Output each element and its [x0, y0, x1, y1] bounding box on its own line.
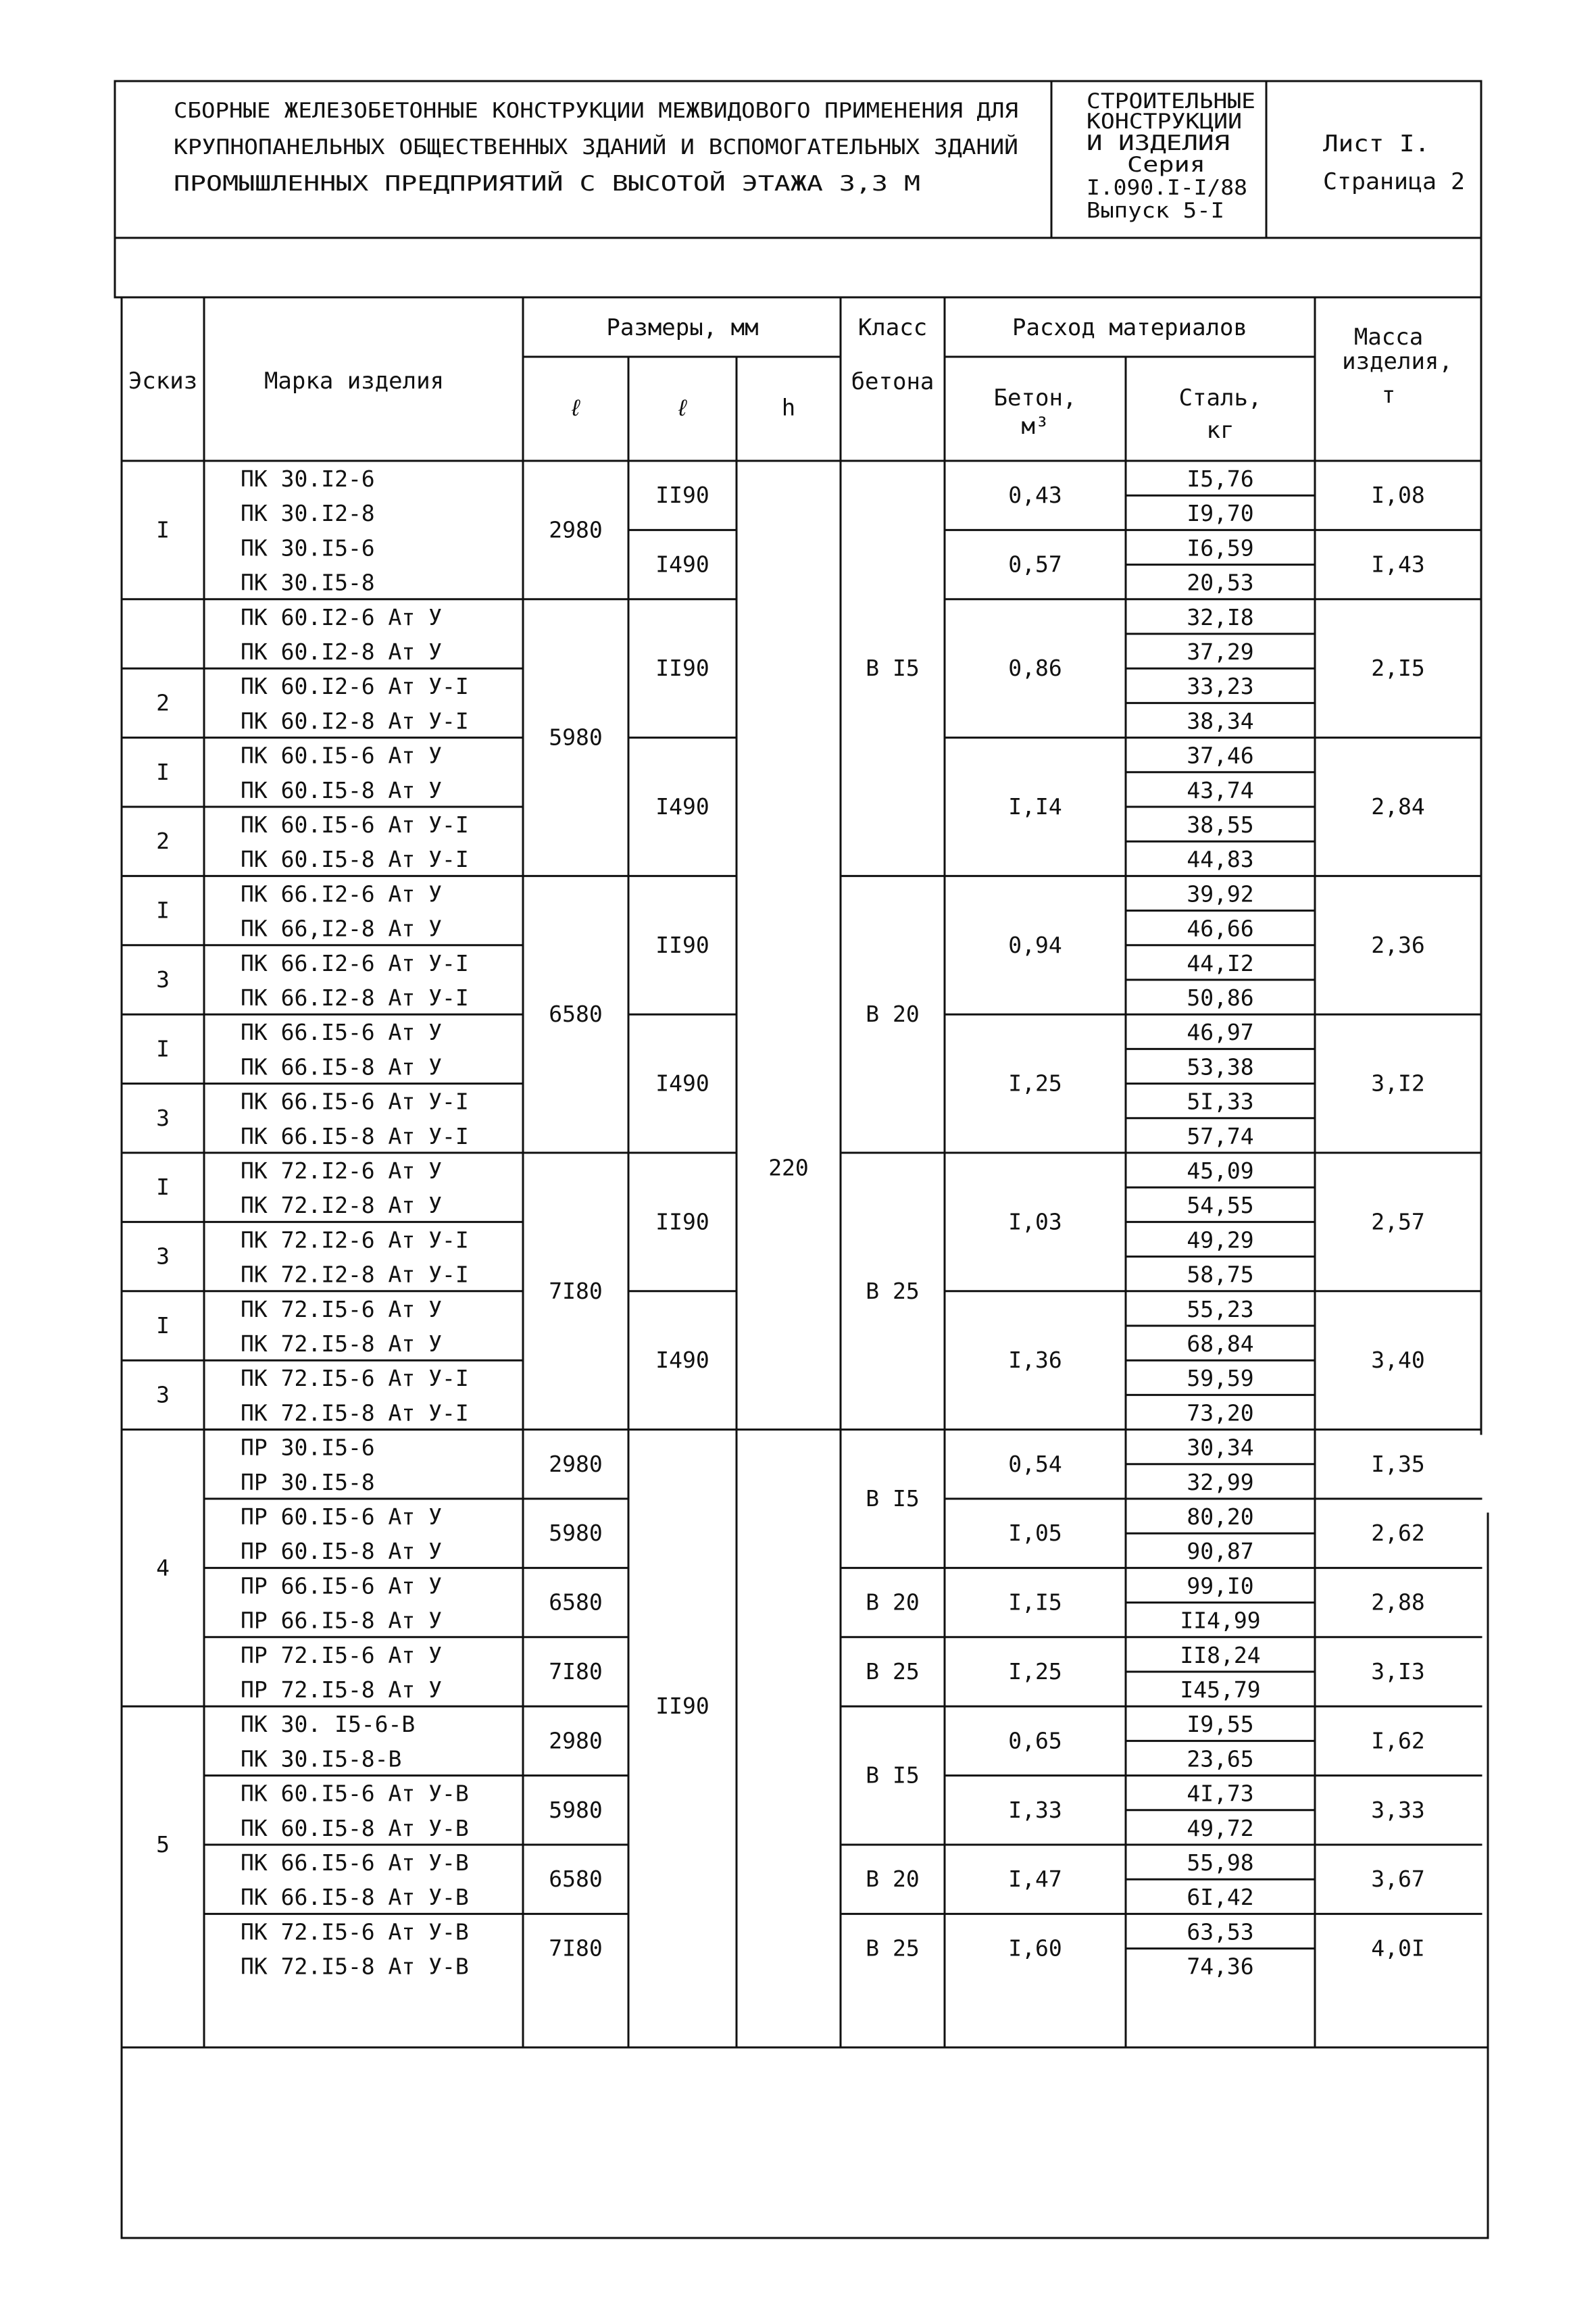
doc-title-line-1: СБОРНЫЕ ЖЕЛЕЗОБЕТОННЫЕ КОНСТРУКЦИИ МЕЖВИДОВОГО ПРИМЕНЕНИЯ ДЛЯ — [174, 99, 1018, 123]
steel-value: 38,34 — [1187, 707, 1254, 735]
product-mark: ПК 66,I2-8 Ат У — [241, 915, 443, 942]
concrete-volume: 0,43 — [1008, 482, 1062, 509]
product-mass: 3,40 — [1371, 1347, 1425, 1374]
product-mark: ПК 66.I2-8 Ат У-I — [241, 985, 469, 1011]
sketch-number: 3 — [156, 1104, 170, 1131]
steel-value: 46,66 — [1187, 915, 1254, 942]
product-mass: 2,36 — [1371, 931, 1425, 958]
length-value: 2980 — [549, 1727, 603, 1754]
length-value: 5980 — [549, 724, 603, 751]
product-mass: I,08 — [1371, 482, 1425, 509]
sketch-number: I — [156, 1174, 170, 1201]
product-mark: ПК 60.I5-6 Ат У — [241, 742, 443, 769]
product-mark: ПК 66.I5-8 Ат У-I — [241, 1122, 469, 1149]
concrete-volume: I,47 — [1008, 1866, 1062, 1893]
steel-value: 74,36 — [1187, 1953, 1254, 1980]
length-value: 5980 — [549, 1796, 603, 1823]
steel-value: 37,29 — [1187, 639, 1254, 665]
steel-value: I9,70 — [1187, 500, 1254, 527]
steel-value: 58,75 — [1187, 1261, 1254, 1288]
concrete-volume: I,05 — [1008, 1520, 1062, 1547]
steel-value: 50,86 — [1187, 985, 1254, 1011]
steel-value: 43,74 — [1187, 776, 1254, 803]
concrete-volume: I,I4 — [1008, 793, 1062, 820]
steel-value: 37,46 — [1187, 742, 1254, 769]
concrete-volume: I,60 — [1008, 1935, 1062, 1962]
steel-value: 39,92 — [1187, 880, 1254, 907]
height-value: 220 — [768, 1154, 809, 1181]
header-concrete-2: м³ — [1021, 413, 1049, 440]
header-class-2: бетона — [851, 368, 934, 395]
steel-value: 44,I2 — [1187, 949, 1254, 976]
product-mark: ПК 66.I2-6 Ат У — [241, 880, 443, 907]
concrete-class: B I5 — [866, 655, 920, 682]
length-value: 6580 — [549, 1001, 603, 1028]
sketch-number: 4 — [156, 1554, 170, 1581]
product-mark: ПК 60.I2-8 Ат У — [241, 639, 443, 665]
product-mass: 3,33 — [1371, 1796, 1425, 1823]
length-value: 5980 — [549, 1520, 603, 1547]
sketch-number: I — [156, 1035, 170, 1062]
header-materials: Расход материалов — [1012, 314, 1247, 341]
header-dimensions: Размеры, мм — [606, 314, 759, 341]
steel-value: 80,20 — [1187, 1503, 1254, 1530]
title-block — [115, 81, 1481, 238]
product-mark: ПК 72.I2-6 Ат У-I — [241, 1226, 469, 1253]
steel-value: 23,65 — [1187, 1745, 1254, 1772]
product-mark: ПК 72.I5-8 Ат У-В — [241, 1953, 469, 1980]
product-mass: 2,62 — [1371, 1520, 1425, 1547]
product-mark: ПК 66.I5-6 Ат У — [241, 1019, 443, 1046]
concrete-class: B I5 — [866, 1485, 920, 1512]
concrete-class: B 25 — [866, 1658, 920, 1685]
concrete-volume: I,03 — [1008, 1208, 1062, 1235]
sketch-number: 3 — [156, 1381, 170, 1408]
product-mark: ПК 66.I5-6 Ат У-I — [241, 1088, 469, 1115]
width-value: II90 — [655, 1693, 709, 1720]
product-mark: ПР 72.I5-8 Ат У — [241, 1676, 443, 1703]
steel-value: 63,53 — [1187, 1918, 1254, 1945]
width-value: II90 — [655, 931, 709, 958]
steel-value: 55,98 — [1187, 1849, 1254, 1876]
concrete-class: B 20 — [866, 1001, 920, 1028]
width-value: I490 — [655, 1347, 709, 1374]
product-mark: ПК 60.I2-6 Ат У-I — [241, 673, 469, 700]
product-mass: 3,67 — [1371, 1866, 1425, 1893]
concrete-volume: I,25 — [1008, 1658, 1062, 1685]
steel-value: I45,79 — [1180, 1676, 1261, 1703]
steel-value: 33,23 — [1187, 673, 1254, 700]
series-line-2: КОНСТРУКЦИИ — [1087, 109, 1242, 134]
concrete-class: B 25 — [866, 1277, 920, 1304]
steel-value: 30,34 — [1187, 1434, 1254, 1461]
header-mass-3: т — [1381, 382, 1396, 409]
steel-value: 49,29 — [1187, 1226, 1254, 1253]
header-dim-height: h — [781, 395, 796, 422]
product-mark: ПК 60.I5-8 Ат У-I — [241, 846, 469, 873]
product-mass: I,62 — [1371, 1727, 1425, 1754]
width-value: I490 — [655, 1070, 709, 1097]
header-sketch: Эскиз — [128, 368, 198, 395]
steel-value: 45,09 — [1187, 1158, 1254, 1184]
product-mark: ПК 72.I5-6 Ат У-I — [241, 1365, 469, 1392]
product-mark: ПК 30.I5-6 — [241, 534, 375, 562]
sketch-number: I — [156, 1312, 170, 1339]
product-mark: ПК 60.I5-6 Ат У-I — [241, 812, 469, 838]
product-mark: ПР 66.I5-6 Ат У — [241, 1572, 443, 1599]
steel-value: 57,74 — [1187, 1122, 1254, 1149]
product-mass: 2,84 — [1371, 793, 1425, 820]
steel-value: 6I,42 — [1187, 1884, 1254, 1911]
steel-value: 68,84 — [1187, 1330, 1254, 1357]
product-mass: I,35 — [1371, 1450, 1425, 1477]
header-mass-2: изделия, — [1342, 348, 1453, 375]
width-value: II90 — [655, 1208, 709, 1235]
series-line-3: И ИЗДЕЛИЯ — [1087, 131, 1230, 155]
steel-value: 46,97 — [1187, 1019, 1254, 1046]
steel-value: I5,76 — [1187, 466, 1254, 492]
length-value: 2980 — [549, 1450, 603, 1477]
sketch-number: I — [156, 897, 170, 924]
steel-value: 4I,73 — [1187, 1780, 1254, 1807]
steel-value: 20,53 — [1187, 569, 1254, 596]
concrete-volume: I,33 — [1008, 1796, 1062, 1823]
steel-value: 32,99 — [1187, 1468, 1254, 1495]
length-value: 2980 — [549, 516, 603, 543]
sketch-number: 2 — [156, 689, 170, 716]
sketch-number: I — [156, 516, 170, 543]
product-mass: 3,I2 — [1371, 1070, 1425, 1097]
concrete-volume: 0,57 — [1008, 551, 1062, 578]
concrete-volume: 0,94 — [1008, 931, 1062, 958]
steel-value: 54,55 — [1187, 1192, 1254, 1219]
header-class-1: Класс — [857, 314, 928, 341]
product-mark: ПК 60.I2-8 Ат У-I — [241, 707, 469, 735]
product-mark: ПК 60.I2-6 Ат У — [241, 603, 443, 630]
steel-value: 73,20 — [1187, 1399, 1254, 1426]
series-line-1: СТРОИТЕЛЬНЫЕ — [1087, 89, 1255, 114]
length-value: 6580 — [549, 1589, 603, 1616]
steel-value: 38,55 — [1187, 812, 1254, 838]
steel-value: 55,23 — [1187, 1295, 1254, 1322]
product-mass: 3,I3 — [1371, 1658, 1425, 1685]
steel-value: 49,72 — [1187, 1814, 1254, 1841]
steel-value: II8,24 — [1180, 1641, 1261, 1668]
product-mark: ПК 72.I5-6 Ат У-В — [241, 1918, 469, 1945]
sketch-number: 5 — [156, 1831, 170, 1858]
width-value: II90 — [655, 655, 709, 682]
length-value: 7I80 — [549, 1658, 603, 1685]
steel-value: II4,99 — [1180, 1607, 1261, 1634]
concrete-volume: I,I5 — [1008, 1589, 1062, 1616]
length-value: 6580 — [549, 1866, 603, 1893]
header-mass-1: Масса — [1353, 324, 1424, 351]
width-value: I490 — [655, 793, 709, 820]
product-mark: ПР 30.I5-8 — [241, 1468, 375, 1495]
product-mark: ПК 30.I5-8 — [241, 569, 375, 596]
concrete-volume: 0,65 — [1008, 1727, 1062, 1754]
product-mark: ПК 66.I5-8 Ат У — [241, 1053, 443, 1080]
length-value: 7I80 — [549, 1935, 603, 1962]
product-mark: ПК 72.I5-8 Ат У — [241, 1330, 443, 1357]
header-dim-length: ℓ — [568, 395, 583, 422]
header-dim-width: ℓ — [675, 395, 690, 422]
product-mark: ПК 72.I2-8 Ат У-I — [241, 1261, 469, 1288]
steel-value: 44,83 — [1187, 846, 1254, 873]
steel-value: 90,87 — [1187, 1538, 1254, 1565]
product-mark: ПР 66.I5-8 Ат У — [241, 1607, 443, 1634]
series-number: I.090.I-I/88 — [1087, 176, 1247, 200]
sketch-number: 3 — [156, 1243, 170, 1270]
product-mass: 2,88 — [1371, 1589, 1425, 1616]
product-mark: ПК 66.I2-6 Ат У-I — [241, 949, 469, 976]
product-mark: ПК 72.I5-8 Ат У-I — [241, 1399, 469, 1426]
product-mark: ПР 30.I5-6 — [241, 1434, 375, 1461]
concrete-class: B 20 — [866, 1866, 920, 1893]
issue-number: Выпуск 5-I — [1087, 199, 1224, 223]
width-value: II90 — [655, 482, 709, 509]
doc-title-line-2: КРУПНОПАНЕЛЬНЫХ ОБЩЕСТВЕННЫХ ЗДАНИЙ И ВСПОМОГАТЕЛЬНЫХ ЗДАНИЙ — [174, 135, 1018, 159]
product-mark: ПК 60.I5-8 Ат У — [241, 776, 443, 803]
product-mark: ПК 66.I5-8 Ат У-В — [241, 1884, 469, 1911]
sketch-number: 2 — [156, 828, 170, 855]
header-concrete-1: Бетон, — [993, 384, 1077, 412]
product-mark: ПК 30. I5-6-В — [241, 1711, 416, 1738]
steel-value: I6,59 — [1187, 534, 1254, 562]
product-mass: 2,57 — [1371, 1208, 1425, 1235]
sketch-number: I — [156, 758, 170, 785]
width-value: I490 — [655, 551, 709, 578]
length-value: 7I80 — [549, 1277, 603, 1304]
sketch-number: 3 — [156, 966, 170, 993]
product-mark: ПК 30.I2-6 — [241, 466, 375, 492]
product-mark: ПР 60.I5-8 Ат У — [241, 1538, 443, 1565]
product-mass: I,43 — [1371, 551, 1425, 578]
concrete-class: B I5 — [866, 1762, 920, 1789]
concrete-volume: 0,86 — [1008, 655, 1062, 682]
header-mark: Марка изделия — [264, 368, 445, 395]
product-mark: ПК 60.I5-8 Ат У-В — [241, 1814, 469, 1841]
concrete-volume: I,36 — [1008, 1347, 1062, 1374]
header-steel-2: кг — [1206, 417, 1235, 444]
product-mark: ПК 30.I2-8 — [241, 500, 375, 527]
product-mark: ПК 72.I5-6 Ат У — [241, 1295, 443, 1322]
concrete-volume: 0,54 — [1008, 1450, 1062, 1477]
steel-value: 5I,33 — [1187, 1088, 1254, 1115]
product-mark: ПК 30.I5-8-В — [241, 1745, 402, 1772]
page-label: Страница 2 — [1323, 168, 1465, 195]
concrete-volume: I,25 — [1008, 1070, 1062, 1097]
concrete-class: B 25 — [866, 1935, 920, 1962]
product-mark: ПР 60.I5-6 Ат У — [241, 1503, 443, 1530]
steel-value: 99,I0 — [1187, 1572, 1254, 1599]
steel-value: 53,38 — [1187, 1053, 1254, 1080]
product-mark: ПР 72.I5-6 Ат У — [241, 1641, 443, 1668]
steel-value: 59,59 — [1187, 1365, 1254, 1392]
doc-title-line-3: ПРОМЫШЛЕННЫХ ПРЕДПРИЯТИЙ С ВЫСОТОЙ ЭТАЖА 3,3 М — [174, 172, 920, 196]
concrete-class: B 20 — [866, 1589, 920, 1616]
product-mark: ПК 72.I2-6 Ат У — [241, 1158, 443, 1184]
product-mark: ПК 72.I2-8 Ат У — [241, 1192, 443, 1219]
header-steel-1: Сталь, — [1178, 384, 1262, 412]
steel-value: I9,55 — [1187, 1711, 1254, 1738]
steel-value: 32,I8 — [1187, 603, 1254, 630]
product-mark: ПК 66.I5-6 Ат У-В — [241, 1849, 469, 1876]
sheet-label: Лист I. — [1323, 130, 1430, 157]
product-mass: 2,I5 — [1371, 655, 1425, 682]
product-mass: 4,0I — [1371, 1935, 1425, 1962]
product-mark: ПК 60.I5-6 Ат У-В — [241, 1780, 469, 1807]
series-line-4: Серия — [1127, 153, 1205, 177]
